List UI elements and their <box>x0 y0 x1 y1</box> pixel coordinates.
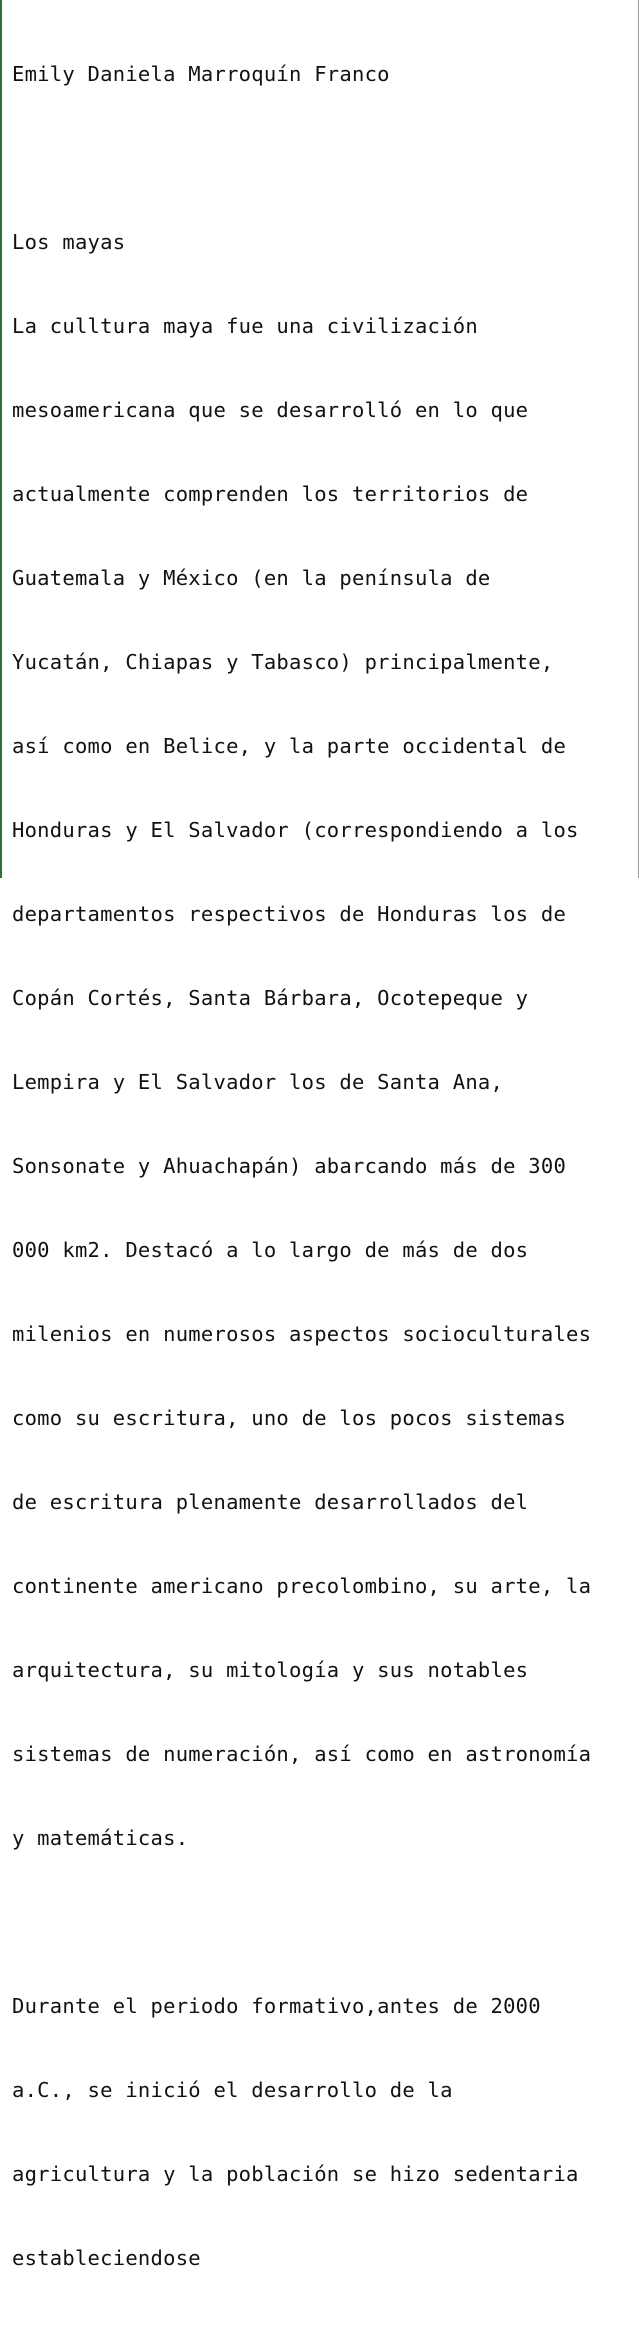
text-line: de escritura plenamente desarrollados del <box>12 1490 529 1514</box>
text-line: a.C., se inició el desarrollo de la <box>12 2078 453 2102</box>
text-line: Guatemala y México (en la península de <box>12 566 491 590</box>
text-line: Copán Cortés, Santa Bárbara, Ocotepeque y <box>12 986 529 1010</box>
document-text[interactable] <box>12 4 632 2328</box>
text-line <box>12 1908 632 1936</box>
text-line: 000 km2. Destacó a lo largo de más de dos <box>12 1238 529 1262</box>
text-line: sistemas de numeración, así como en astronomía <box>12 1742 592 1766</box>
text-line: Honduras y El Salvador (correspondiendo a los <box>12 818 579 842</box>
text-line: como su escritura, uno de los pocos sistemas <box>12 1406 567 1430</box>
text-line: Lempira y El Salvador los de Santa Ana, <box>12 1070 504 1094</box>
text-line: Sonsonate y Ahuachapán) abarcando más de 300 <box>12 1154 567 1178</box>
text-line: departamentos respectivos de Honduras los de <box>12 902 567 926</box>
text-line: Durante el periodo formativo,antes de 2000 <box>12 1994 541 2018</box>
text-line: La culltura maya fue una civilización <box>12 314 478 338</box>
text-line: actualmente comprenden los territorios de <box>12 482 529 506</box>
text-line: mesoamericana que se desarrolló en lo que <box>12 398 529 422</box>
text-line: arquitectura, su mitología y sus notables <box>12 1658 529 1682</box>
text-line: milenios en numerosos aspectos socioculturales <box>12 1322 592 1346</box>
text-line: así como en Belice, y la parte occidental de <box>12 734 567 758</box>
text-line: continente americano precolombino, su arte, la <box>12 1574 592 1598</box>
text-line: estableciendose <box>12 2246 201 2270</box>
text-line: Los mayas <box>12 230 126 254</box>
text-line: Yucatán, Chiapas y Tabasco) principalmente, <box>12 650 554 674</box>
text-line: y matemáticas. <box>12 1826 189 1850</box>
text-line: Emily Daniela Marroquín Franco <box>12 62 390 86</box>
text-line <box>12 144 632 172</box>
text-line: agricultura y la población se hizo sedentaria <box>12 2162 579 2186</box>
